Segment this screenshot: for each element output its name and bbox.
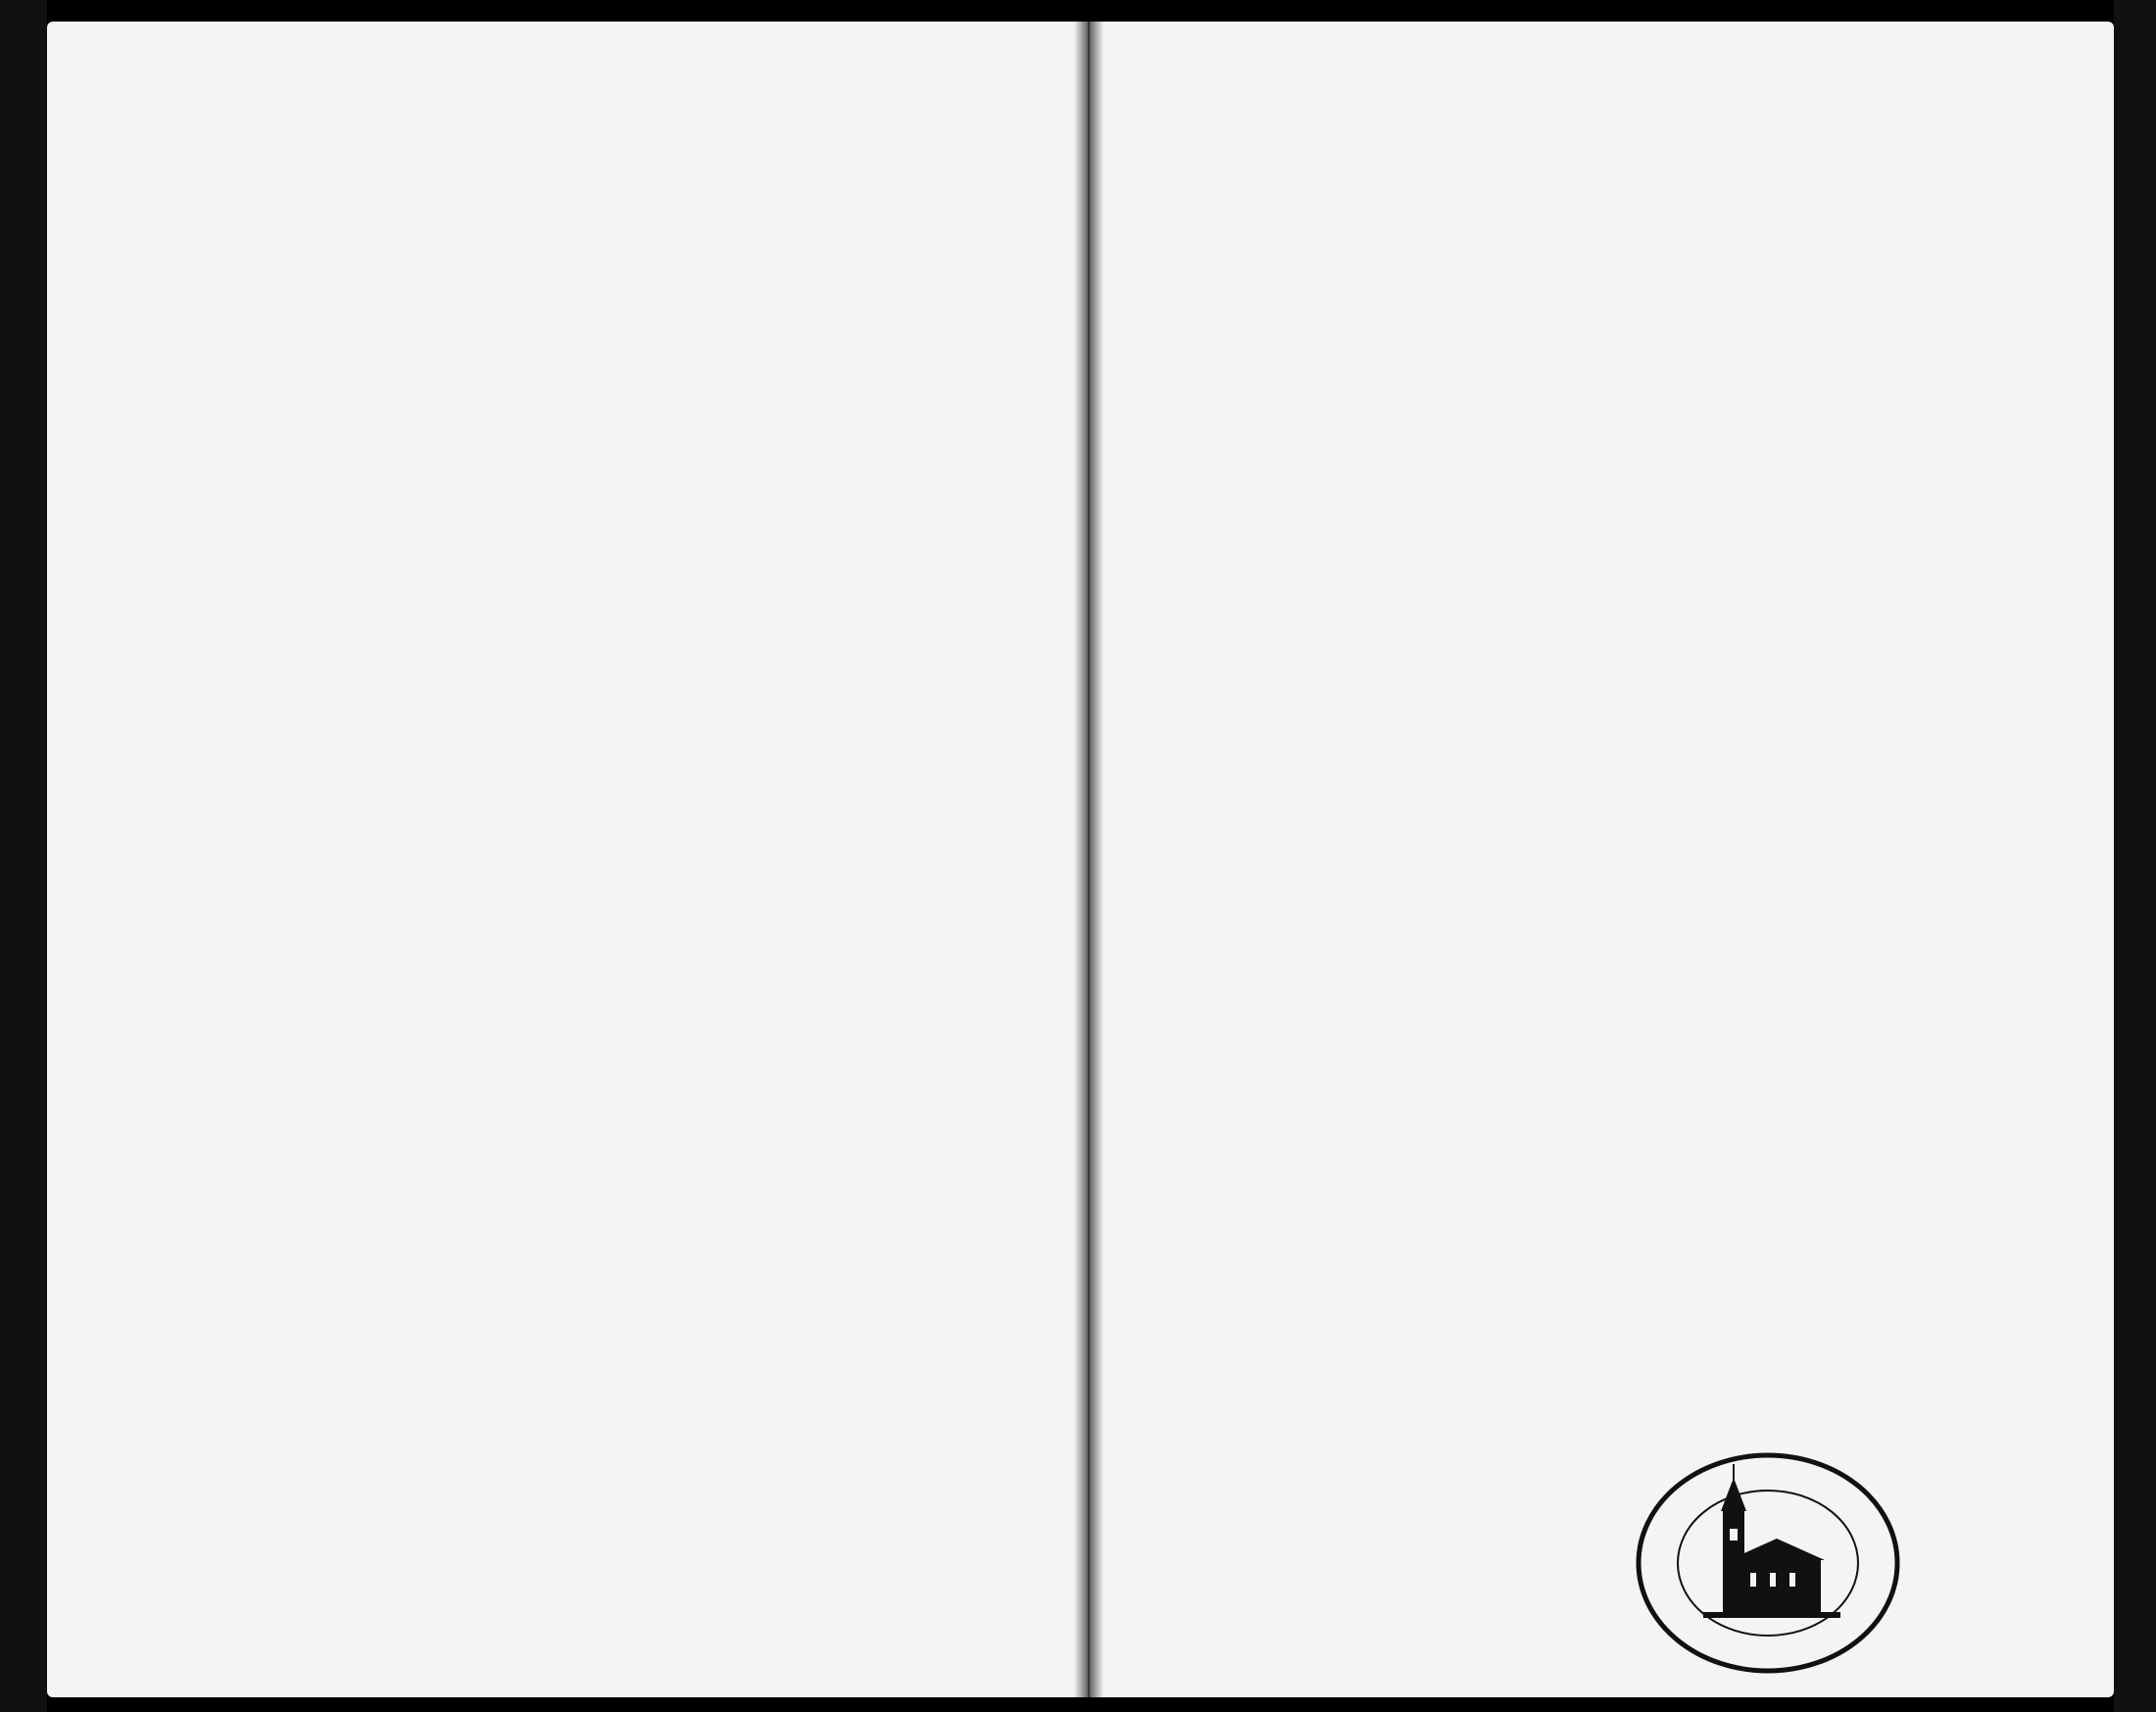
diocese-stamp <box>1635 1450 1901 1676</box>
